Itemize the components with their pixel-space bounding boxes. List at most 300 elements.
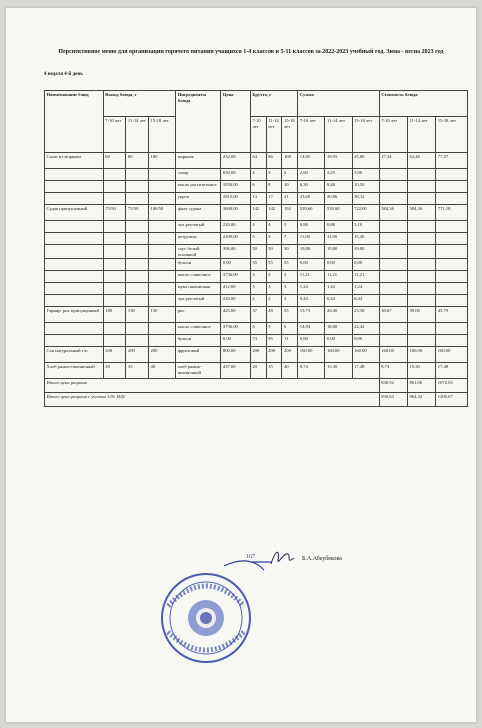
cell-c3	[436, 323, 468, 335]
cell-g3: 10	[282, 181, 298, 193]
cell-g2: 35	[266, 363, 282, 379]
cell-c3	[436, 193, 468, 205]
total-c3: 1072,03	[436, 379, 468, 393]
table-row	[45, 169, 468, 181]
cell-y2	[126, 295, 149, 307]
cell-ing: петрушка	[176, 233, 221, 245]
total-c3: 1200,67	[436, 393, 468, 407]
cell-y1	[103, 283, 126, 295]
cell-y3: 150	[149, 307, 176, 323]
cell-y3	[149, 323, 176, 335]
cell-y3	[149, 169, 176, 181]
header-age-age1: 7-10 лет	[250, 117, 266, 153]
cell-c3: 771,18	[436, 205, 468, 221]
table-row	[45, 153, 468, 169]
cell-dish	[45, 283, 104, 295]
cell-y2	[126, 283, 149, 295]
header-age-age3: 15-18 лет	[436, 117, 468, 153]
cell-s2: 0,44	[325, 295, 352, 307]
cell-dish	[45, 295, 104, 307]
table-row	[45, 181, 468, 193]
table-row	[45, 205, 468, 221]
cell-y2	[126, 221, 149, 233]
cell-s1: 19,80	[298, 245, 325, 259]
cell-y3	[149, 295, 176, 307]
total-c1: 930,63	[379, 393, 407, 407]
cell-g3: 2	[282, 295, 298, 307]
table-row	[45, 323, 468, 335]
cell-g1: 2	[250, 295, 266, 307]
cell-y2	[126, 169, 149, 181]
cell-y3	[149, 181, 176, 193]
cell-y1	[103, 323, 126, 335]
cell-s2: 18,68	[325, 323, 352, 335]
cell-s1: 0,00	[298, 259, 325, 271]
header-ingredients: Ингредиенты блюда	[176, 91, 221, 153]
document-sheet	[6, 8, 476, 722]
cell-c2: 62,46	[408, 153, 436, 169]
cell-g1: 4	[250, 169, 266, 181]
cell-g3: 50	[282, 245, 298, 259]
header-sum: Сумма	[298, 91, 379, 117]
cell-g3: 3	[282, 271, 298, 283]
cell-y3	[149, 335, 176, 347]
cell-ing: хлеб ржано-пшеничный	[176, 363, 221, 379]
cell-ing: филе судака	[176, 205, 221, 221]
cell-s3: 0,00	[352, 259, 379, 271]
cell-g3: 192	[282, 205, 298, 221]
cell-y2	[126, 233, 149, 245]
cell-s2: 0,00	[325, 259, 352, 271]
cell-ing: сахар	[176, 169, 221, 181]
cell-s3: 22,42	[352, 323, 379, 335]
table-row	[45, 347, 468, 363]
cell-c2	[408, 283, 436, 295]
handwritten-signature	[268, 546, 298, 568]
cell-dish	[45, 259, 104, 271]
cell-g1: 5	[250, 233, 266, 245]
cell-s3: 17,48	[352, 363, 379, 379]
cell-g1: 200	[250, 347, 266, 363]
cell-price: 1815,00	[221, 193, 250, 205]
cell-c1	[379, 181, 407, 193]
cell-s3: 0,00	[352, 335, 379, 347]
cell-s3: 3,90	[352, 169, 379, 181]
cell-g3: 108	[282, 153, 298, 169]
cell-g1: 142	[250, 205, 266, 221]
cell-ing: морковь	[176, 153, 221, 169]
header-age-age3: 15-18 лет	[352, 117, 379, 153]
cell-c2	[408, 233, 436, 245]
cell-g3: 6	[282, 169, 298, 181]
header-yield: Выход блюда, г	[103, 91, 175, 117]
cell-g2: 50	[266, 245, 282, 259]
cell-g1: 55	[250, 259, 266, 271]
total-row	[45, 393, 468, 407]
cell-g2: 2	[266, 295, 282, 307]
cell-dish	[45, 169, 104, 181]
cell-y1	[103, 259, 126, 271]
cell-s3: 15,40	[352, 233, 379, 245]
cell-s3: 23,38	[352, 307, 379, 323]
cell-y2: 200	[126, 347, 149, 363]
cell-s1: 8,74	[298, 363, 325, 379]
cell-g2: 5	[266, 233, 282, 245]
cell-dish	[45, 221, 104, 233]
cell-c1	[379, 233, 407, 245]
cell-s1: 14,94	[298, 323, 325, 335]
cell-ing: лук репчатый	[176, 295, 221, 307]
cell-c1	[379, 193, 407, 205]
cell-g2: 55	[266, 259, 282, 271]
cell-y3	[149, 233, 176, 245]
cell-dish: Судак припущенный	[45, 205, 104, 221]
cell-dish	[45, 233, 104, 245]
cell-c1: 8,74	[379, 363, 407, 379]
cell-g3: 7	[282, 233, 298, 245]
total-c2: 861,00	[408, 379, 436, 393]
cell-ing: соус белый основной	[176, 245, 221, 259]
header-age-age2: 11-14 лет	[408, 117, 436, 153]
cell-c1	[379, 245, 407, 259]
cell-c1	[379, 259, 407, 271]
cell-c2	[408, 193, 436, 205]
cell-s2: 30,86	[325, 193, 352, 205]
total-label: Итого цена рациона	[45, 379, 380, 393]
cell-g1: 6	[250, 181, 266, 193]
cell-ing: лук репчатый	[176, 221, 221, 233]
cell-g2: 5	[266, 169, 282, 181]
cell-c3	[436, 259, 468, 271]
cell-s3: 1,24	[352, 283, 379, 295]
table-row	[45, 307, 468, 323]
cell-y2: 80	[126, 153, 149, 169]
table-row	[45, 221, 468, 233]
cell-y1	[103, 335, 126, 347]
document-title: Перспективное меню для организации горячего питания учащихся 1-4 классов и 5-11 классов за 2022-2023 учебный год. Зима - весна 2023 год	[58, 49, 444, 55]
cell-c2	[408, 259, 436, 271]
header-age-age2: 11-14 лет	[126, 117, 149, 153]
cell-g2: 142	[266, 205, 282, 221]
cell-s1: 11,00	[298, 233, 325, 245]
cell-g2: 5	[266, 323, 282, 335]
cell-dish: Салат из моркови	[45, 153, 104, 169]
cell-y1	[103, 193, 126, 205]
cell-s3: 722,00	[352, 205, 379, 221]
cell-c1	[379, 335, 407, 347]
cell-y1	[103, 271, 126, 283]
cell-s2: 3,25	[325, 169, 352, 181]
cell-c2: 584,36	[408, 205, 436, 221]
table-row	[45, 335, 468, 347]
cell-s2: 19,80	[325, 245, 352, 259]
cell-c3	[436, 271, 468, 283]
cell-c3	[436, 221, 468, 233]
cell-g1: 13	[250, 193, 266, 205]
cell-s2: 0,00	[325, 335, 352, 347]
cell-g3: 21	[282, 193, 298, 205]
cell-c1: 30,67	[379, 307, 407, 323]
cell-s1: 539,60	[298, 205, 325, 221]
cell-c2	[408, 335, 436, 347]
cell-c1: 47,34	[379, 153, 407, 169]
cell-ing: рис	[176, 307, 221, 323]
cell-y3	[149, 283, 176, 295]
cell-g2: 3	[266, 271, 282, 283]
cell-s2: 19,95	[325, 153, 352, 169]
cell-price: 650,00	[221, 169, 250, 181]
cell-price: 3600,00	[221, 205, 250, 221]
cell-y3: 100	[149, 153, 176, 169]
total-c2: 964,32	[408, 393, 436, 407]
cell-c3	[436, 335, 468, 347]
table-row	[45, 245, 468, 259]
cell-c1: 160,00	[379, 347, 407, 363]
total-row	[45, 379, 468, 393]
cell-c2: 15,30	[408, 363, 436, 379]
cell-s1: 0,44	[298, 295, 325, 307]
cell-s2: 539,60	[325, 205, 352, 221]
table-row	[45, 271, 468, 283]
cell-ing: укроп	[176, 193, 221, 205]
cell-dish: Сок натуральный т/п	[45, 347, 104, 363]
header-cost: Стоимость блюда	[379, 91, 467, 117]
cell-g2: 86	[266, 153, 282, 169]
cell-c3	[436, 295, 468, 307]
cell-price: 220,00	[221, 221, 250, 233]
cell-g3: 3	[282, 283, 298, 295]
cell-c1	[379, 295, 407, 307]
cell-s1: 14,85	[298, 153, 325, 169]
header-age-age1: 7-10 лет	[103, 117, 126, 153]
cell-s1: 2,60	[298, 169, 325, 181]
cell-s2: 1,24	[325, 283, 352, 295]
cell-g2: 95	[266, 335, 282, 347]
cell-s1: 23,60	[298, 193, 325, 205]
cell-ing: фруктовый	[176, 347, 221, 363]
menu-table	[44, 90, 468, 407]
cell-dish	[45, 193, 104, 205]
cell-y3	[149, 259, 176, 271]
cell-c3: 17,48	[436, 363, 468, 379]
cell-y3	[149, 221, 176, 233]
cell-g2: 3	[266, 283, 282, 295]
cell-y1	[103, 233, 126, 245]
cell-y3: 200	[149, 347, 176, 363]
cell-price: 232,00	[221, 153, 250, 169]
cell-y2	[126, 193, 149, 205]
cell-y1	[103, 169, 126, 181]
header-age-age2: 11-14 лет	[266, 117, 282, 153]
official-stamp	[154, 556, 284, 666]
cell-dish	[45, 245, 104, 259]
cell-y1: 20	[103, 363, 126, 379]
cell-y2	[126, 259, 149, 271]
cell-s1: 6,30	[298, 181, 325, 193]
table-row	[45, 283, 468, 295]
cell-s2: 20,40	[325, 307, 352, 323]
cell-g2: 200	[266, 347, 282, 363]
cell-c3	[436, 181, 468, 193]
cell-dish	[45, 181, 104, 193]
cell-y1: 75/50	[103, 205, 126, 221]
cell-c2	[408, 221, 436, 233]
cell-s2: 8,40	[325, 181, 352, 193]
cell-ing: масло сливочное	[176, 271, 221, 283]
cell-g2: 8	[266, 181, 282, 193]
cell-c3: 77,57	[436, 153, 468, 169]
cell-s1: 0,88	[298, 221, 325, 233]
cell-g3: 200	[282, 347, 298, 363]
cell-y1: 100	[103, 307, 126, 323]
cell-c2	[408, 169, 436, 181]
cell-s2: 0,88	[325, 221, 352, 233]
cell-ing: бульон	[176, 259, 221, 271]
cell-ing: масло сливочное	[176, 323, 221, 335]
cell-g1: 64	[250, 153, 266, 169]
cell-g1: 73	[250, 335, 266, 347]
cell-price: 437,00	[221, 363, 250, 379]
cell-c1	[379, 271, 407, 283]
cell-s3: 11,21	[352, 271, 379, 283]
header-price: Цена	[221, 91, 250, 153]
cell-s1: 11,21	[298, 271, 325, 283]
cell-price: 0,00	[221, 335, 250, 347]
cell-c1	[379, 221, 407, 233]
header-age-age2: 11-14 лет	[325, 117, 352, 153]
cell-price: 220,00	[221, 295, 250, 307]
cell-dish	[45, 335, 104, 347]
cell-s3: 10,50	[352, 181, 379, 193]
cell-c1	[379, 323, 407, 335]
header-dish-name: Наименование блюд	[45, 91, 104, 153]
header-age-age3: 15-18 лет	[149, 117, 176, 153]
table-row	[45, 295, 468, 307]
table-row	[45, 259, 468, 271]
cell-c2	[408, 181, 436, 193]
cell-y3	[149, 271, 176, 283]
cell-c3: 45,79	[436, 307, 468, 323]
signatory-name: Б.А.Абеубекова	[302, 556, 342, 562]
header-gross: Брутто, г	[250, 91, 297, 117]
cell-s3: 160,00	[352, 347, 379, 363]
cell-y3: 40	[149, 363, 176, 379]
cell-g1: 4	[250, 323, 266, 335]
cell-y2	[126, 271, 149, 283]
cell-g2: 4	[266, 221, 282, 233]
table-row	[45, 233, 468, 245]
cell-c3: 160,00	[436, 347, 468, 363]
cell-g3: 40	[282, 363, 298, 379]
cell-c2	[408, 271, 436, 283]
cell-price: 425,00	[221, 307, 250, 323]
cell-price: 3736,00	[221, 323, 250, 335]
header-age-age3: 15-18 лет	[282, 117, 298, 153]
cell-y1	[103, 181, 126, 193]
cell-g3: 11	[282, 335, 298, 347]
cell-s1: 160,00	[298, 347, 325, 363]
cell-c1	[379, 283, 407, 295]
cell-ing: мука пшеничная	[176, 283, 221, 295]
cell-s2: 160,00	[325, 347, 352, 363]
cell-price: 396,00	[221, 245, 250, 259]
cell-price: 0,00	[221, 259, 250, 271]
cell-y1	[103, 245, 126, 259]
cell-price: 3736,00	[221, 271, 250, 283]
header-age-age1: 7-10 лет	[298, 117, 325, 153]
cell-y2	[126, 245, 149, 259]
cell-g3: 55	[282, 259, 298, 271]
cell-ing: масло растительное	[176, 181, 221, 193]
cell-y3: 100/50	[149, 205, 176, 221]
cell-s1: 1,24	[298, 283, 325, 295]
cell-y1	[103, 295, 126, 307]
cell-s3: 19,80	[352, 245, 379, 259]
cell-c3	[436, 283, 468, 295]
cell-s1: 0,00	[298, 335, 325, 347]
cell-g1: 4	[250, 221, 266, 233]
cell-ing: бульон	[176, 335, 221, 347]
cell-g1: 50	[250, 245, 266, 259]
cell-y3	[149, 193, 176, 205]
cell-c3	[436, 245, 468, 259]
table-row	[45, 193, 468, 205]
cell-g1: 3	[250, 271, 266, 283]
cell-y2	[126, 323, 149, 335]
cell-s2: 15,30	[325, 363, 352, 379]
cell-s3: 25,06	[352, 153, 379, 169]
cell-g2: 48	[266, 307, 282, 323]
cell-y2	[126, 335, 149, 347]
cell-g1: 37	[250, 307, 266, 323]
cell-y2: 35	[126, 363, 149, 379]
cell-price: 1050,00	[221, 181, 250, 193]
cell-c2	[408, 245, 436, 259]
cell-c2	[408, 295, 436, 307]
cell-dish	[45, 271, 104, 283]
cell-y1	[103, 221, 126, 233]
cell-s3: 0,44	[352, 295, 379, 307]
cell-c3	[436, 233, 468, 245]
header-age-age1: 7-10 лет	[379, 117, 407, 153]
cell-s3: 1,10	[352, 221, 379, 233]
cell-c2	[408, 323, 436, 335]
cell-y2: 75/50	[126, 205, 149, 221]
cell-dish: Гарнир: рис припущенный	[45, 307, 104, 323]
cell-y1: 200	[103, 347, 126, 363]
cell-y3	[149, 245, 176, 259]
total-c1: 830,92	[379, 379, 407, 393]
cell-y2	[126, 181, 149, 193]
cell-s1: 15,73	[298, 307, 325, 323]
cell-g1: 3	[250, 283, 266, 295]
cell-y1: 60	[103, 153, 126, 169]
cell-g3: 5	[282, 221, 298, 233]
cell-s2: 11,21	[325, 271, 352, 283]
week-label: 4 неделя 4-й день	[44, 72, 83, 77]
cell-g3: 55	[282, 307, 298, 323]
cell-c1	[379, 169, 407, 181]
cell-price: 800,00	[221, 347, 250, 363]
cell-price: 2200,00	[221, 233, 250, 245]
cell-y2: 130	[126, 307, 149, 323]
stamp-number: 167	[246, 554, 255, 560]
cell-s2: 11,00	[325, 233, 352, 245]
cell-c2: 39,08	[408, 307, 436, 323]
cell-s3: 38,12	[352, 193, 379, 205]
cell-g3: 6	[282, 323, 298, 335]
cell-dish	[45, 323, 104, 335]
